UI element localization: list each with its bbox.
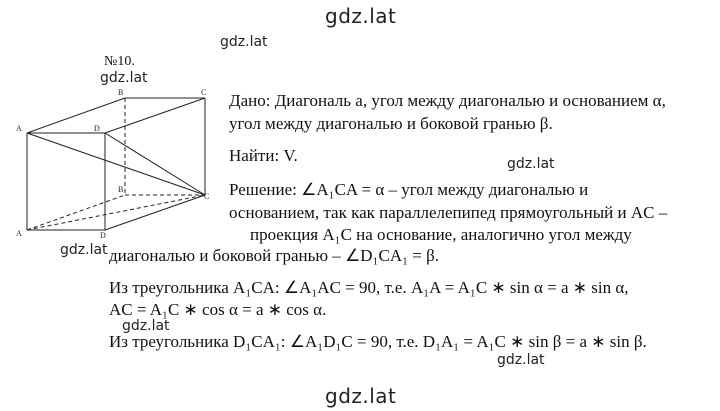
vertex-label: C [204,192,210,201]
triangle-1-line-1: Из треугольника A₁CA: ∠A₁AC = 90, т.е. A₁A = A₁C ∗ sin α = a ∗ sin α, [109,278,629,297]
vertex-label: B [118,88,124,97]
vertex-label: A [16,124,22,133]
problem-number: №10. [104,54,135,69]
triangle-1-line-2: AC = A₁C ∗ cos α = a ∗ cos α. [109,300,327,319]
watermark-bottom: gdz.lat [325,384,397,408]
watermark: gdz.lat [60,242,108,258]
vertex-label: D [94,124,100,133]
watermark-top: gdz.lat [325,4,397,28]
solution-line-4: диагональю и боковой гранью – ∠D₁CA₁ = β. [109,246,440,265]
vertex-label: C [201,88,207,97]
watermark: gdz.lat [122,318,170,334]
watermark: gdz.lat [100,70,148,86]
vertex-label: B [118,185,124,194]
watermark: gdz.lat [507,156,555,172]
solution-line-2: основанием, так как параллелепипед прямоугольный и AC – [229,203,668,222]
watermark: gdz.lat [220,34,268,50]
solution-line-3: проекция A₁C на основание, аналогично угол между [250,225,632,244]
given-line-1: Дано: Диагональ a, угол между диагональю и основанием α, [229,91,666,110]
find-line: Найти: V. [229,146,298,165]
given-line-2: угол между диагональю и боковой гранью β. [229,114,553,133]
solution-line-1: Решение: ∠A₁CA = α – угол между диагональю и [229,180,589,199]
triangle-2-line: Из треугольника D₁CA₁: ∠A₁D₁C = 90, т.е. D₁A₁ = A₁C ∗ sin β = a ∗ sin β. [109,332,647,351]
watermark: gdz.lat [497,352,545,368]
vertex-label: D [100,231,106,240]
vertex-label: A [16,229,22,238]
